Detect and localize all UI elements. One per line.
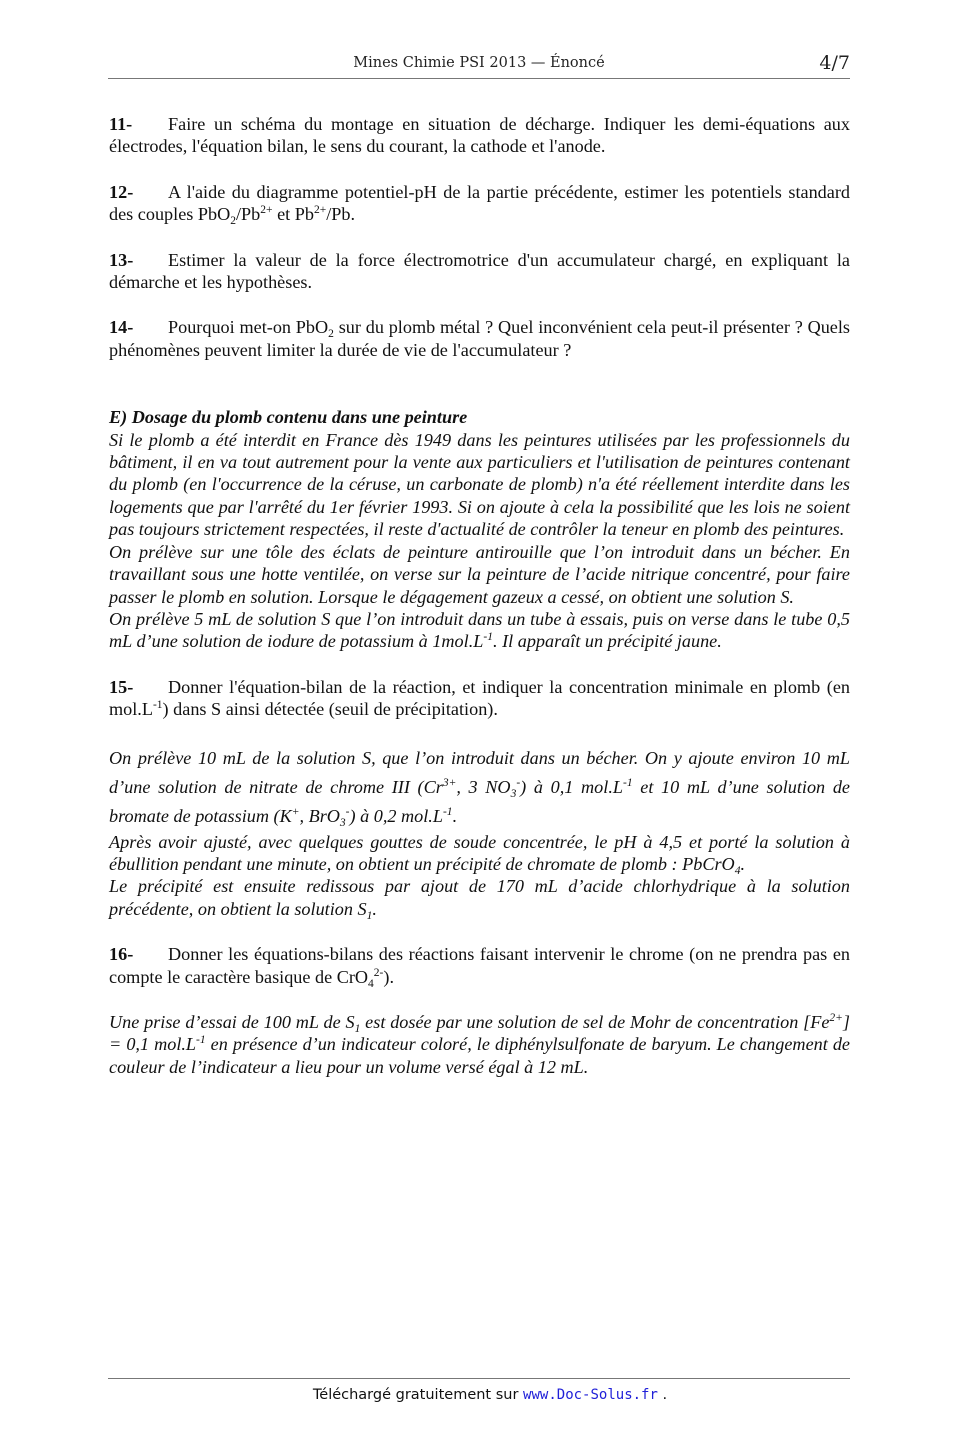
superscript: -1 [622,776,633,789]
subscript: 2 [328,328,334,341]
page-number: 4/7 [819,52,850,74]
subscript: 2 [230,215,236,228]
superscript: 2- [373,966,384,979]
page-footer [0,1387,980,1403]
page-body [109,113,850,1078]
section-title: E) Dosage du plomb contenu dans une peinture [109,407,468,428]
subscript: 3 [339,816,346,829]
subscript: 3 [510,787,517,800]
superscript: 2+ [313,204,327,217]
chromate-paragraph: On prélève 10 mL de la solution S, que l’on introduit dans un bécher. On y ajoute environ 10 mL d’une solution de nitrate de chrome III ($Cr^{3+}$, 3 $NO_3^-$) à 0,1 $mol.L^{-1}$ et 10 mL d’une solution de bromate de potassium (K+, BrO$_3$-) à 0,2 $mol.L^{-1}$. [109,747,850,829]
question-number: 14- [109,317,134,338]
subscript: 4 [368,977,374,990]
doc-solus-link[interactable]: www.Doc-Solus.fr [523,1387,658,1403]
superscript: 2+ [829,1011,843,1024]
question-14 [109,316,850,361]
question-12 [109,181,850,226]
question-number: 12- [109,181,134,202]
footer-text: Téléchargé gratuitement sur [312,1387,524,1403]
question-text: A l'aide du diagramme potentiel-pH de la partie précédente, estimer les potentiels standard des couples $PbO_2/Pb^{2+}$ et $Pb^{2+}/Pb$. [109,181,850,228]
page-header [108,52,850,79]
titration-paragraph: Une prise d’essai de 100 mL de $S_1$ est dosée par une solution de sel de Mohr de concentration $[Fe^{2+}] = 0,1$ $mol.L^{-1}$ en présence d’un indicateur coloré, le diphénylsulfonate de baryum. Le changement de couleur de l’indicateur a lieu pour un volume versé égal à 12 mL. [109,1011,850,1077]
superscript: -1 [152,699,163,712]
question-number: 11- [109,114,133,134]
question-number: 16- [109,944,134,965]
question-13 [109,249,850,294]
superscript: - [516,776,521,789]
subscript: 1 [354,1022,361,1035]
question-text: Estimer la valeur de la force électromotrice d'un accumulateur chargé, en expliquant la démarche et les hypothèses. [109,249,850,293]
footer-divider [108,1378,850,1379]
superscript: -1 [442,805,453,818]
redissolve-paragraph: Le précipité est ensuite redissous par ajout de 170 mL d’acide chlorhydrique à la solution précédente, on obtient la solution $S_1$. [109,876,850,922]
question-16 [109,943,850,988]
subscript: 4 [734,864,741,877]
question-number: 13- [109,249,134,270]
header-title: Mines Chimie PSI 2013 — Énoncé [353,55,605,71]
test-tube-paragraph: On prélève 5 mL de solution S que l’on introduit dans un tube à essais, puis on verse dans le tube 0,5 mL d’une solution de iodure de potassium à $1mol.L^{-1}$. Il apparaît un précipité jaune. [109,608,850,652]
question-text: Donner l'équation-bilan de la réaction, et indiquer la concentration minimale en plomb (en $mol.L^{-1}$) dans S ainsi détectée (seuil de précipitation). [109,676,850,720]
superscript: -1 [483,631,493,644]
question-number: 15- [109,676,134,697]
subscript: 1 [366,909,373,922]
superscript: + [291,805,300,818]
superscript: -1 [196,1034,206,1047]
question-text: Pourquoi met-on PbO$_2$ sur du plomb métal ? Quel inconvénient cela peut-il présenter ? Quels phénomènes peuvent limiter la durée de vie de l'accumulateur ? [109,317,851,360]
superscript: - [345,805,350,818]
intro-paragraph: Si le plomb a été interdit en France dès 1949 dans les peintures utilisées par les professionnels du bâtiment, il en va tout autrement pour la vente aux particuliers et l'utilisation de peintures contenant du plomb (en l'occurrence de la céruse, un carbonate de plomb) n'a été réellement interdite dans les logements que par l'arrêté du 1er février 1993. Si on ajoute à cela la possibilité que les lois ne soient pas toujours strictement respectées, il reste d'actualité de contrôler la teneur en plomb des peintures. [109,429,850,540]
superscript: 3+ [442,776,457,789]
question-text: Donner les équations-bilans des réactions faisant intervenir le chrome (on ne prendra pas en compte le caractère basique de CrO$_4^{2-}$). [109,944,850,990]
question-text: Faire un schéma du montage en situation de décharge. Indiquer les demi-équations aux électrodes, l'équation bilan, le sens du courant, la cathode et l'anode. [109,114,850,157]
superscript: 2+ [260,204,273,217]
sampling-paragraph: On prélève sur une tôle des éclats de peinture antirouille que l’on introduit dans un bécher. En travaillant sous une hotte ventilée, on verse sur la peinture de l’acide nitrique concentré, pour faire passer le plomb en solution. Lorsque le dégagement gazeux a cessé, on obtient une solution S. [109,541,850,607]
ph-adjust-paragraph: Après avoir ajusté, avec quelques gouttes de soude concentrée, le pH à 4,5 et porté la solution à ébullition pendant une minute, on obtient un précipité de chromate de plomb : PbCrO$_4$. [109,831,850,877]
footer-suffix: . [657,1387,668,1403]
question-15 [109,676,850,721]
question-11 [109,113,850,158]
